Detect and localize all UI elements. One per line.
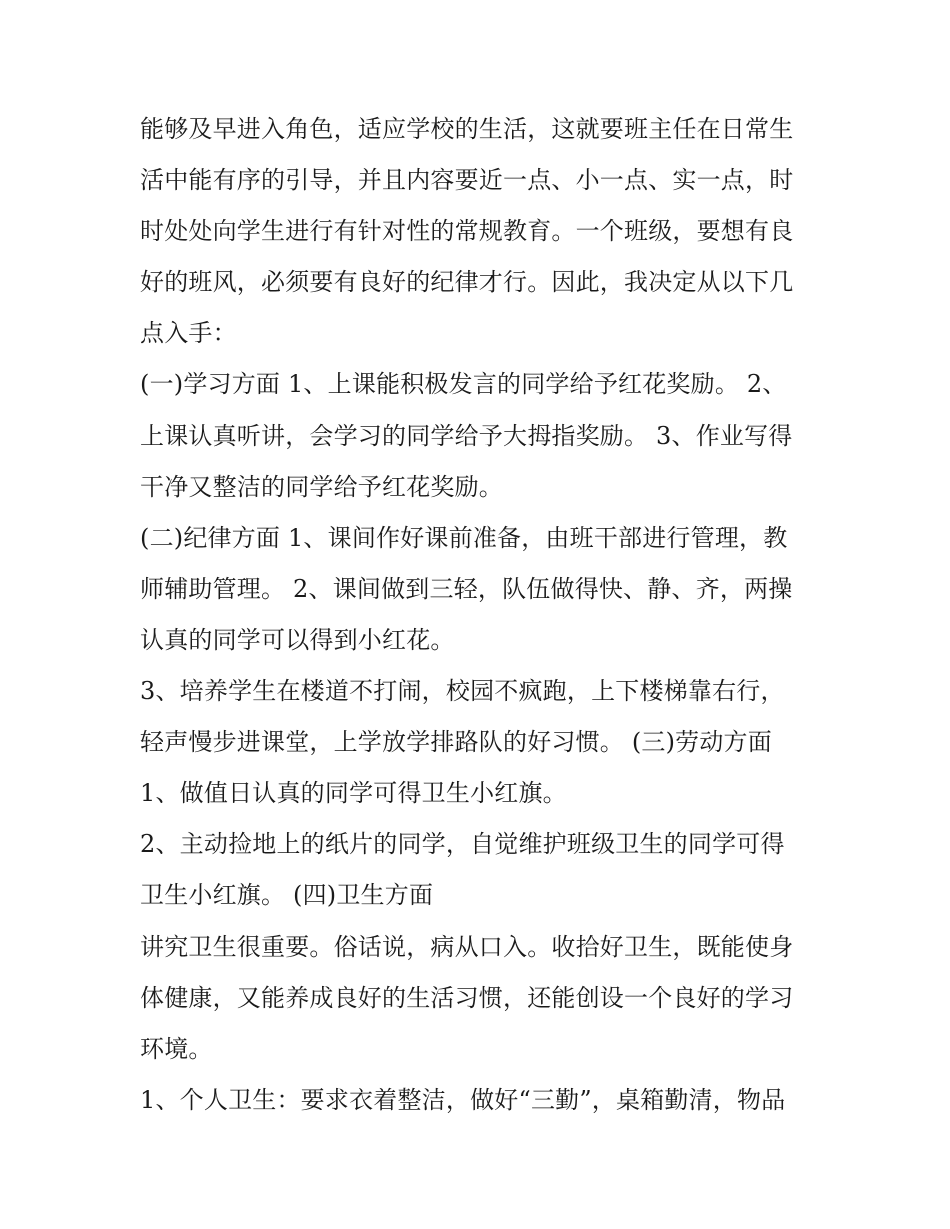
text-line: (二)纪律方面 1、课间作好课前准备，由班干部进行管理，教: [140, 523, 788, 552]
text-line: 2、主动捡地上的纸片的同学，自觉维护班级卫生的同学可得: [140, 830, 785, 859]
text-line: 上课认真听讲，会学习的同学给予大拇指奖励。 3、作业写得: [140, 421, 793, 450]
text-line: 好的班风，必须要有良好的纪律才行。因此，我决定从以下几: [140, 268, 794, 297]
text-line: 3、培养学生在楼道不打闹，校园不疯跑，上下楼梯靠右行，: [140, 677, 785, 706]
text-line: 师辅助管理。 2、课间做到三轻，队伍做得快、静、齐，两操: [140, 574, 793, 603]
text-line: 时处处向学生进行有针对性的常规教育。一个班级，要想有良: [140, 217, 794, 246]
text-line: 1、做值日认真的同学可得卫生小红旗。: [140, 779, 567, 808]
text-line: 干净又整洁的同学给予红花奖励。: [140, 472, 503, 501]
text-line: 环境。: [140, 1034, 213, 1063]
text-line: 活中能有序的引导，并且内容要近一点、小一点、实一点，时: [140, 166, 794, 195]
text-line: 轻声慢步进课堂，上学放学排路队的好习惯。 (三)劳动方面: [140, 728, 772, 757]
text-line: 讲究卫生很重要。俗话说，病从口入。收拾好卫生，既能使身: [140, 932, 794, 961]
body-text: [140, 104, 820, 1126]
text-line: 点入手：: [140, 319, 237, 348]
text-line: 卫生小红旗。 (四)卫生方面: [140, 881, 434, 910]
text-line: 能够及早进入角色，适应学校的生活，这就要班主任在日常生: [140, 115, 794, 143]
text-line: 1、个人卫生：要求衣着整洁，做好“三勤”，桌箱勤清，物品: [140, 1085, 786, 1114]
text-line: 体健康，又能养成良好的生活习惯，还能创设一个良好的学习: [140, 983, 794, 1012]
text-line: 认真的同学可以得到小红花。: [140, 625, 455, 654]
text-line: (一)学习方面 1、上课能积极发言的同学给予红花奖励。 2、: [140, 370, 787, 399]
